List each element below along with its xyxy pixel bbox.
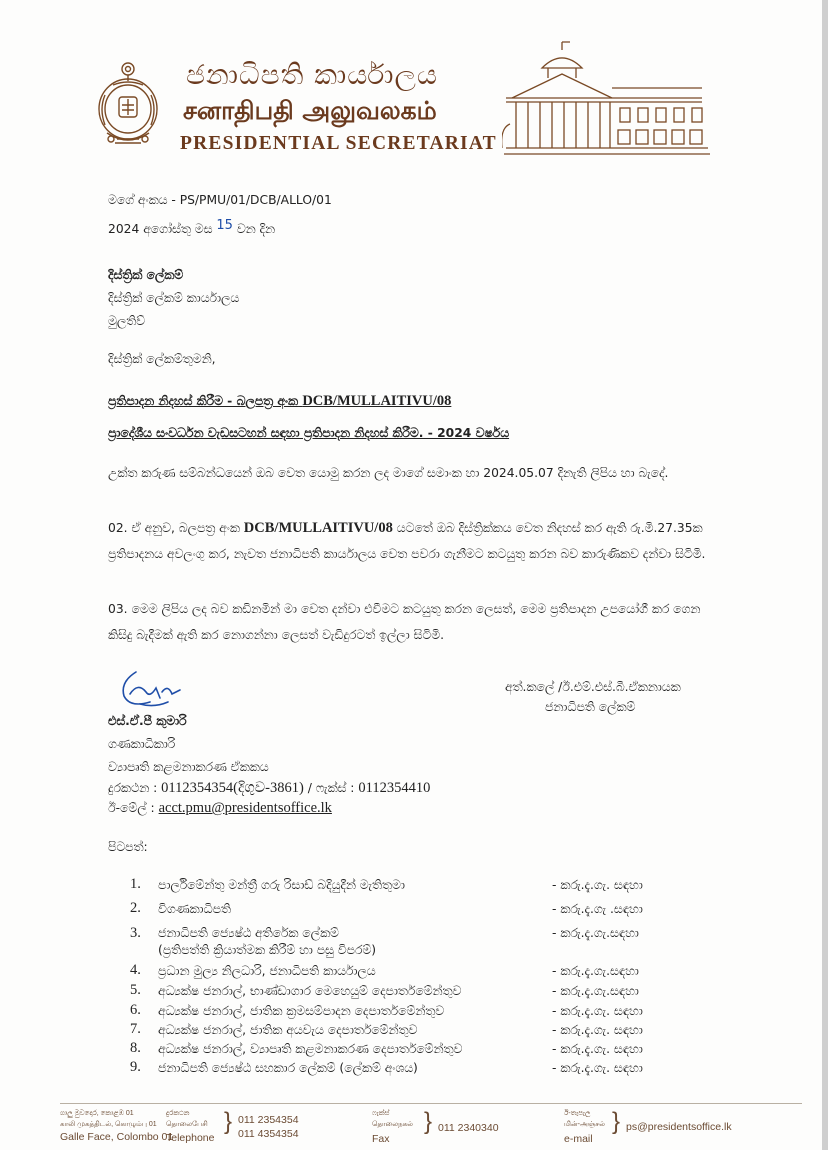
signatory-left-phone: [108, 780, 430, 797]
signatory-left-unit: ව්‍යාපෘති කළමනාකරණ ඒකකය: [108, 760, 269, 774]
footer-brace: }: [224, 1108, 233, 1135]
footer-address-sinhala: ගාලු මුවදොර, කොළඹ 01: [60, 1110, 134, 1117]
paragraph-2-number: 02.: [108, 521, 128, 535]
header-title-english: PRESIDENTIAL SECRETARIAT: [180, 133, 497, 154]
copy-recipient: අධ්‍යක්ෂ ජනරාල්, ජාතික ක්‍රමසම්පාදන දෙපාර්තමේන්තුව: [158, 1004, 445, 1018]
recipient-location: මුලතිව්: [108, 314, 146, 328]
letter-date: [108, 218, 275, 237]
paragraph-3-number: 03.: [108, 602, 128, 616]
footer-tel-label-tamil: தொலைபேசி: [166, 1121, 208, 1128]
header-title-tamil: சனாதிபதி அலுவலகம்: [183, 96, 437, 125]
copy-number: 7.: [130, 1021, 141, 1037]
date-suffix: වන දින: [236, 222, 275, 236]
copy-recipient: අධ්‍යක්ෂ ජනරාල්, ව්‍යාපෘති කළමනාකරණ දෙපාර්තමේන්තුව: [158, 1042, 463, 1056]
copy-number: 9.: [130, 1059, 141, 1075]
signatory-right-title: ජනාධිපති ලේකම්: [545, 700, 636, 714]
paragraph-2-text-b: යටතේ ඔබ දිස්ත්‍රික්කය වෙත නිදහස් කර ඇති රු.මි.27.35ක ප්‍රතිපාදනය අවලංගු කර, නැවත ජනාධිපති කාර්යාලය වෙත පවරා ගැනීමට කටයුතු කරන බව කාරුණිකව දන්වා සිටිමි.: [108, 521, 706, 561]
subject-line-1: [108, 393, 451, 410]
footer-mail-label-english: e-mail: [564, 1133, 593, 1145]
phone-number: 0112354354(දිගුව-3861): [161, 780, 304, 796]
subject-prefix: ප්‍රතිපාදන නිදහස් කිරීම - බලපත්‍ර අංක: [108, 394, 299, 408]
copy-number: 5.: [130, 982, 141, 998]
copy-recipient: පාර්ලිමේන්තු මන්ත්‍රී ගරු රිසාඩ් බදියුදීන් මැතිතුමා: [158, 878, 405, 892]
date-prefix: 2024 අගෝස්තු මස: [108, 222, 213, 236]
reference-number: මගේ අංකය - PS/PMU/01/DCB/ALLO/01: [108, 193, 332, 207]
copy-recipient: විගණකාධිපති: [158, 902, 231, 916]
copy-recipient: ජනාධිපති ජ්‍යෙෂ්ඨ අතිරේක ලේකම්: [158, 926, 339, 940]
signatory-left-email: [108, 800, 332, 817]
paragraph-2-code: DCB/MULLAITIVU/08: [243, 520, 393, 536]
footer-email[interactable]: ps@presidentsoffice.lk: [626, 1121, 732, 1133]
copy-recipient-detail: (ප්‍රතිපත්ති ක්‍රියාත්මක කිරීම් හා පසු විපරම්): [158, 943, 377, 957]
signatory-right-name: අත්.කලේ /ඊ.එම්.එස්.බී.ඒකනායක: [505, 680, 681, 694]
footer-fax-label-sinhala: ෆැක්ස්: [372, 1110, 390, 1117]
header-title-sinhala: ජනාධිපති කාර්යාලය: [186, 58, 438, 91]
footer-mail-label-tamil: மின்-அஞ்சல்: [564, 1121, 605, 1128]
footer-fax-label-tamil: தொலைநகல்: [372, 1121, 413, 1128]
paragraph-2-text-a: ඒ අනුව, බලපත්‍ර අංක: [131, 521, 240, 535]
footer-brace: }: [424, 1108, 433, 1135]
email-label: ඊ-මේල් :: [108, 801, 155, 815]
copy-recipient: අධ්‍යක්ෂ ජනරාල්, භාණ්ඩාගාර මෙහෙයුම් දෙපාර්තමේන්තුව: [158, 984, 462, 998]
secretariat-building-icon: [502, 38, 712, 156]
copy-number: 6.: [130, 1002, 141, 1018]
copy-action: - කරු.දැ.ගැ. සඳහා: [552, 1061, 643, 1075]
footer-address-english: Galle Face, Colombo 01: [60, 1131, 174, 1143]
paragraph-2: [108, 515, 720, 567]
copy-action: - කරු.දැ.ගැ.සඳහා: [552, 926, 639, 940]
copies-label: පිටපත්:: [108, 840, 148, 854]
footer-tel-label-english: Telephone: [166, 1132, 215, 1144]
copy-action: - කරු.දැ.ගැ.සඳහා: [552, 964, 639, 978]
recipient-title: දිස්ත්‍රික් ලේකම්: [108, 268, 184, 282]
phone-label: දුරකථන :: [108, 781, 158, 795]
footer-tel-2: 011 4354354: [238, 1128, 299, 1140]
copy-number: 8.: [130, 1040, 141, 1056]
email-link[interactable]: acct.pmu@presidentsoffice.lk: [158, 800, 332, 816]
copy-action: - කරු.දැ.ගැ. සඳහා: [552, 1004, 643, 1018]
footer-tel-label-sinhala: දුරකථන: [166, 1110, 190, 1117]
subject-line-2: ප්‍රාදේශීය සංවර්ධන වැඩසටහන් සඳහා ප්‍රතිපාදන නිදහස් කිරීම. - 2024 වර්ෂය: [108, 426, 510, 440]
footer-fax-number: 011 2340340: [438, 1122, 499, 1134]
copy-recipient: අධ්‍යක්ෂ ජනරාල්, ජාතික අයවැය දෙපාර්තමේන්තුව: [158, 1023, 418, 1037]
copy-action: - කරු.දැ.ගැ .සඳහා: [552, 902, 643, 916]
copy-number: 2.: [130, 900, 141, 916]
footer-brace: }: [612, 1108, 621, 1135]
copy-action: - කරු.දැ.ගැ.සඳහා: [552, 984, 639, 998]
date-day: 15: [216, 218, 233, 233]
copy-number: 4.: [130, 962, 141, 978]
copy-number: 3.: [130, 925, 141, 941]
footer-address-tamil: காலி முகத்திடல், கொழும்பு 01: [60, 1121, 157, 1128]
paragraph-3: [108, 596, 720, 648]
copy-action: - කරු.දැ.ගැ. සඳහා: [552, 878, 643, 892]
copy-recipient: ජනාධිපති ජ්‍යෙෂ්ඨ සහකාර ලේකම් (ලේකම් අංශය): [158, 1061, 418, 1075]
subject-code: DCB/MULLAITIVU/08: [302, 393, 452, 409]
signatory-left-name: එස්.ඒ.පී කුමාරි: [108, 714, 187, 728]
footer-fax-label-english: Fax: [372, 1133, 390, 1145]
copy-number: 1.: [130, 876, 141, 892]
fax-number: 0112354410: [358, 780, 431, 796]
recipient-office: දිස්ත්‍රික් ලේකම් කාර්යාලය: [108, 291, 240, 305]
sri-lanka-emblem-icon: [93, 55, 163, 151]
signatory-left-designation: ගණකාධිකාරි: [108, 737, 176, 751]
paragraph-1: උක්ත කරුණ සම්බන්ධයෙන් ඔබ වෙත යොමු කරන ලද මාගේ සමාංක හා 2024.05.07 දිනැති ලිපිය හා බැදේ.: [108, 466, 669, 480]
fax-label: / ෆැක්ස් :: [307, 781, 355, 795]
footer-tel-1: 011 2354354: [238, 1114, 299, 1126]
copy-action: - කරු.දැ.ගැ. සඳහා: [552, 1042, 643, 1056]
salutation: දිස්ත්‍රික් ලේකම්තුමනි,: [108, 352, 216, 366]
copy-action: - කරු.දැ.ගැ. සඳහා: [552, 1023, 643, 1037]
signature-icon: [110, 668, 192, 714]
copy-recipient: ප්‍රධාන මුල්‍ය නිලධාරි, ජනාධිපති කාර්යාලය: [158, 964, 376, 978]
footer-mail-label-sinhala: ඊ-තැපැල: [564, 1110, 591, 1117]
paragraph-3-text: මෙම ලිපිය ලද බව කඩිනමින් මා වෙත දන්වා එවීමට කටයුතු කරන ලෙසත්, මෙම ප්‍රතිපාදන උපයෝගී කර ගෙන කිසිදු බැදීමක් ඇති කර නොගන්නා ලෙසත් වැඩිදුරටත් ඉල්ලා සිටිමි.: [108, 602, 701, 642]
footer-divider: [60, 1103, 802, 1104]
